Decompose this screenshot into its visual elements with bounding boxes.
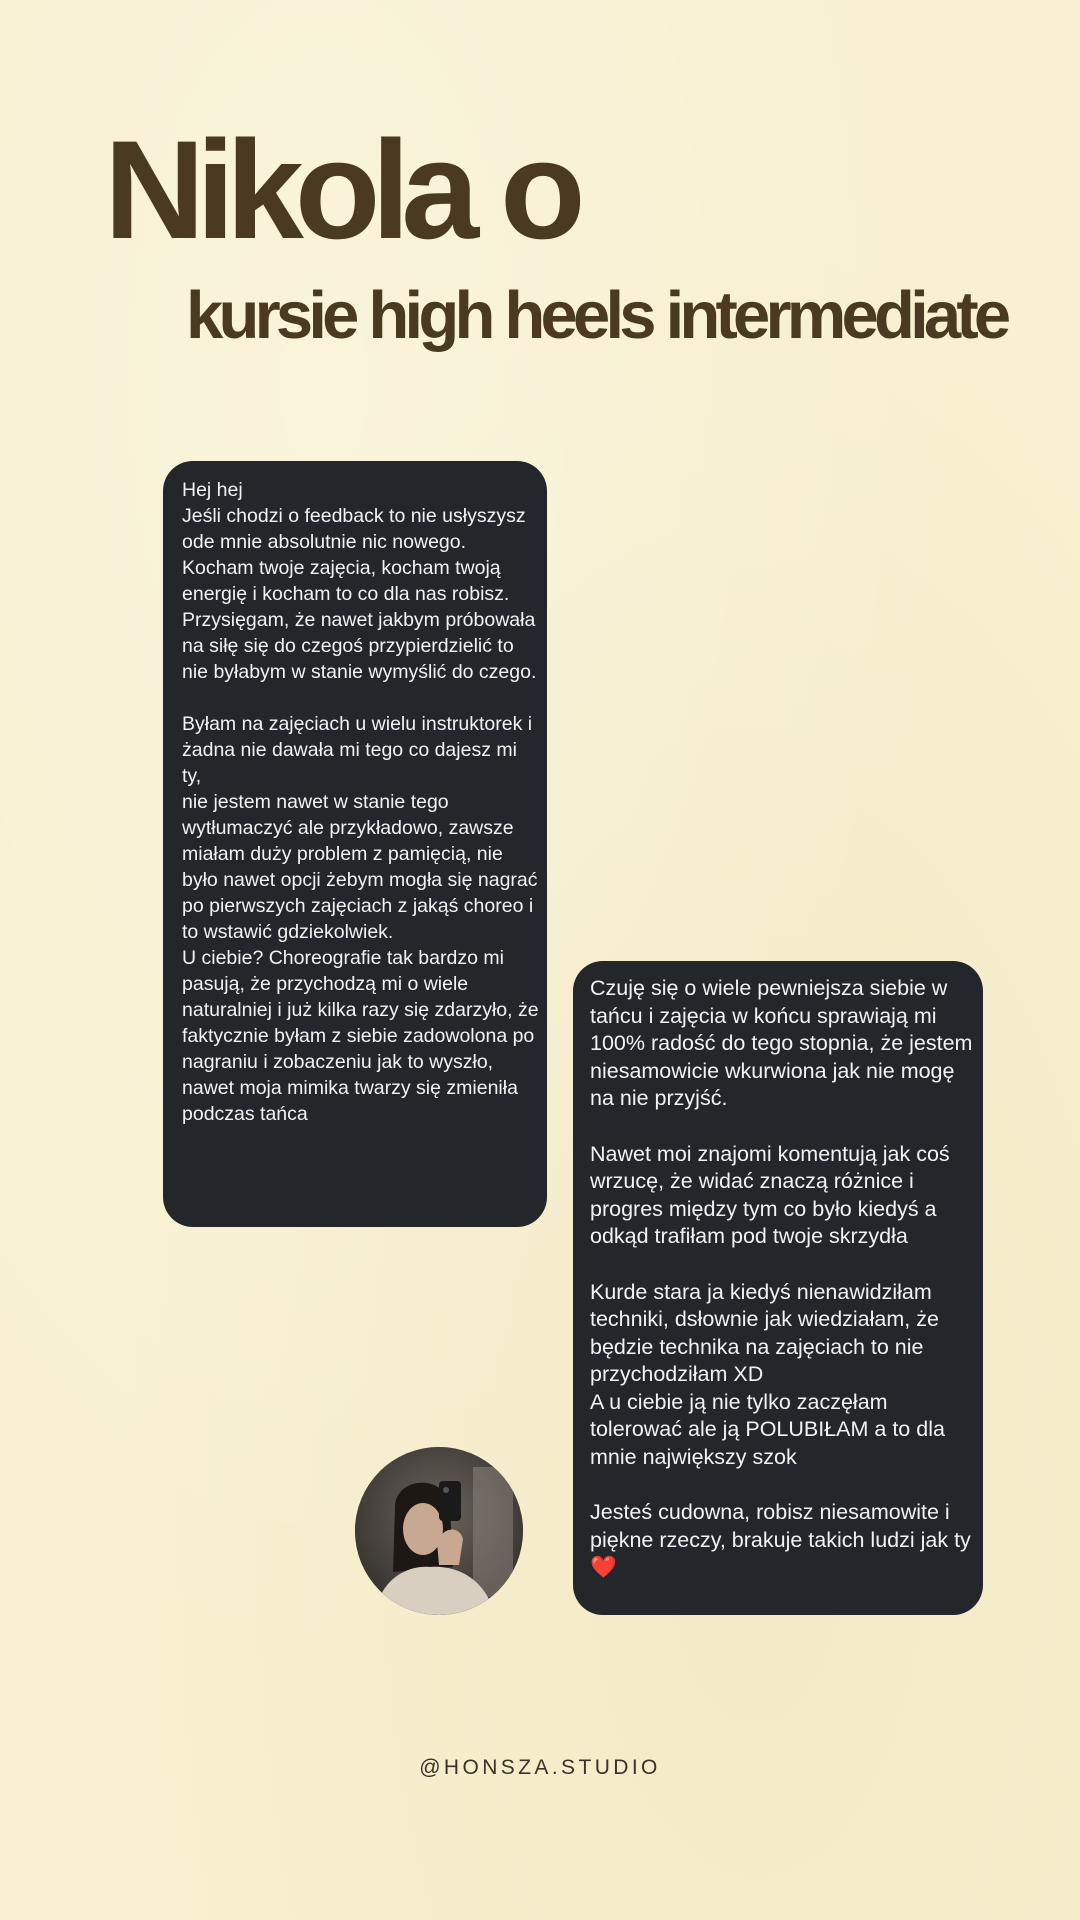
message-line: Nawet moi znajomi komentują jak coś wrzucę, że widać znaczą różnice i progres między tym co było kiedyś a odkąd trafiłam pod twoje skrzydła [590, 1141, 950, 1248]
message-line: Hej hej [182, 479, 243, 501]
message-line: Kurde stara ja kiedyś nienawidziłam techniki, dsłownie jak wiedziałam, że będzie technika na zajęciach to nie przychodziłam XD [590, 1279, 939, 1386]
profile-photo-icon [355, 1447, 523, 1615]
message-line: Czuję się o wiele pewniejsza siebie w tańcu i zajęcia w końcu sprawiają mi 100% radość do tego stopnia, że jestem niesamowicie wkurwiona jak nie mogę na nie przyjść. [590, 976, 973, 1110]
message-line: nie jestem nawet w stanie tego wytłumaczyć ale przykładowo, zawsze miałam duży problem z pamięcią, nie było nawet opcji żebym mogła się nagrać po pierwszych zajęciach z jakąś choreo i to wstawić gdziekolwiek. [182, 791, 538, 943]
message-line: Przysięgam, że nawet jakbym próbowała na siłę się do czegoś przypierdzielić to nie byłabym w stanie wymyślić do czego. [182, 609, 537, 683]
message-bubble-right [573, 961, 983, 1615]
message-line: U ciebie? Choreografie tak bardzo mi pasują, że przychodzą mi o wiele naturalniej i już kilka razy się zdarzyło, że faktycznie byłam z siebie zadowolona po nagraniu i zobaczeniu jak to wyszło, nawet moja mimika twarzy się zmieniła podczas tańca [182, 947, 539, 1125]
page-title: Nikola o [104, 111, 577, 268]
footer-handle: @HONSZA.STUDIO [419, 1756, 661, 1779]
message-bubble-left [163, 461, 547, 1227]
page-subtitle: kursie high heels intermediate [186, 278, 1007, 353]
message-line: Kocham twoje zajęcia, kocham twoją energię i kocham to co dla nas robisz. [182, 557, 510, 605]
message-line: A u ciebie ją nie tylko zaczęłam tolerować ale ją POLUBIŁAM a to dla mnie największy szok [590, 1389, 945, 1469]
message-line: Byłam na zajęciach u wielu instruktorek i żadna nie dawała mi tego co dajesz mi ty, [182, 713, 533, 787]
message-line: Jesteś cudowna, robisz niesamowite i piękne rzeczy, brakuje takich ludzi jak ty ❤️ [590, 1500, 971, 1579]
avatar [355, 1447, 523, 1615]
message-line: Jeśli chodzi o feedback to nie usłyszysz ode mnie absolutnie nic nowego. [182, 505, 526, 553]
